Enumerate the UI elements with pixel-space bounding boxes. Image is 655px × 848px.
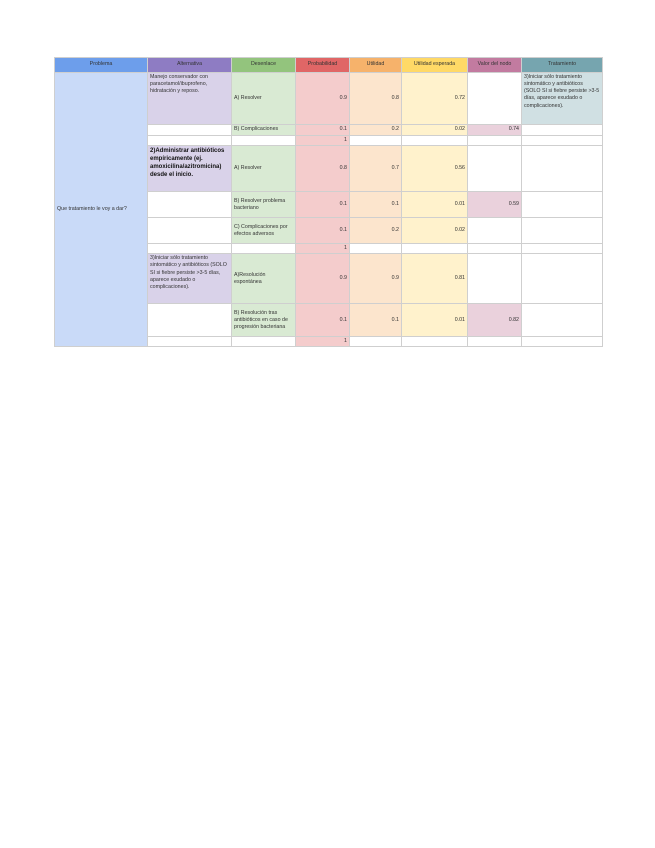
alt1-prob-sum[interactable]: 1	[296, 136, 350, 146]
empty-cell[interactable]	[522, 146, 603, 192]
empty-cell[interactable]	[232, 337, 296, 347]
empty-cell[interactable]	[350, 136, 402, 146]
header-utilidad[interactable]: Utilidad	[350, 58, 402, 73]
tratamiento-cell[interactable]: 3)Iniciar sólo tratamiento sintomático y antibióticos (SOLO SI si fiebre persiste >3-5 días, aparece exudado o complicaciones).	[522, 73, 603, 125]
empty-cell[interactable]	[148, 304, 232, 337]
alt3-d1-prob[interactable]: 0.9	[296, 254, 350, 304]
empty-cell[interactable]	[468, 244, 522, 254]
header-tratamiento[interactable]: Tratamiento	[522, 58, 603, 73]
empty-cell[interactable]	[148, 218, 232, 244]
alt2-d3-util[interactable]: 0.2	[350, 218, 402, 244]
alt1-d1-ue[interactable]: 0.72	[402, 73, 468, 125]
alt1-empty[interactable]	[148, 125, 232, 136]
empty-cell[interactable]	[468, 146, 522, 192]
alt2-d3-label[interactable]: C) Complicaciones por efectos adversos	[232, 218, 296, 244]
empty-cell[interactable]	[522, 125, 603, 136]
alt1-d1-util[interactable]: 0.8	[350, 73, 402, 125]
alt3-d1-label[interactable]: A)Resolución espontánea	[232, 254, 296, 304]
empty-cell[interactable]	[402, 337, 468, 347]
empty-cell[interactable]	[522, 192, 603, 218]
empty-cell[interactable]	[468, 337, 522, 347]
empty-cell[interactable]	[148, 337, 232, 347]
empty-cell[interactable]	[232, 136, 296, 146]
decision-table	[54, 57, 603, 347]
alt2-d2-label[interactable]: B) Resolver problema bacteriano	[232, 192, 296, 218]
empty-cell[interactable]	[468, 136, 522, 146]
header-valor-nodo[interactable]: Valor del nodo	[468, 58, 522, 73]
alt2-d3-ue[interactable]: 0.02	[402, 218, 468, 244]
alt2-d2-util[interactable]: 0.1	[350, 192, 402, 218]
empty-cell[interactable]	[522, 254, 603, 304]
empty-cell[interactable]	[232, 244, 296, 254]
empty-cell[interactable]	[522, 136, 603, 146]
empty-cell[interactable]	[468, 254, 522, 304]
alt3-prob-sum[interactable]: 1	[296, 337, 350, 347]
alt2-d2-ue[interactable]: 0.01	[402, 192, 468, 218]
alt2-prob-sum[interactable]: 1	[296, 244, 350, 254]
table-row	[55, 73, 603, 125]
alt2-d1-label[interactable]: A) Resolver	[232, 146, 296, 192]
alt3-d2-ue[interactable]: 0.01	[402, 304, 468, 337]
alt1-d2-prob[interactable]: 0.1	[296, 125, 350, 136]
problema-cell[interactable]: Que tratamiento le voy a dar?	[55, 73, 148, 347]
alt3-node-value[interactable]: 0.82	[468, 304, 522, 337]
alt3-d2-label[interactable]: B) Resolución tras antibióticos en caso de progresión bacteriana	[232, 304, 296, 337]
alt1-d2-util[interactable]: 0.2	[350, 125, 402, 136]
alt3-label[interactable]: 3)Iniciar sólo tratamiento sintomático y antibióticos (SOLO SI si fiebre persiste >3-5 días, aparece exudado o complicaciones).	[148, 254, 232, 304]
header-utilidad-esperada[interactable]: Utilidad esperada	[402, 58, 468, 73]
alt2-d3-prob[interactable]: 0.1	[296, 218, 350, 244]
alt1-d1-vn[interactable]	[468, 73, 522, 125]
alt2-d1-util[interactable]: 0.7	[350, 146, 402, 192]
alt1-node-value[interactable]: 0.74	[468, 125, 522, 136]
empty-cell[interactable]	[402, 136, 468, 146]
alt3-d2-util[interactable]: 0.1	[350, 304, 402, 337]
alt2-label[interactable]: 2)Administrar antibióticos empíricamente (ej. amoxicilina/azitromicina) desde el inicio.	[148, 146, 232, 192]
empty-cell[interactable]	[522, 244, 603, 254]
empty-cell[interactable]	[522, 304, 603, 337]
alt1-d2-ue[interactable]: 0.02	[402, 125, 468, 136]
header-desenlace[interactable]: Desenlace	[232, 58, 296, 73]
empty-cell[interactable]	[148, 244, 232, 254]
alt1-d2-label[interactable]: B) Complicaciones	[232, 125, 296, 136]
empty-cell[interactable]	[350, 337, 402, 347]
alt3-d2-prob[interactable]: 0.1	[296, 304, 350, 337]
alt2-node-value[interactable]: 0.59	[468, 192, 522, 218]
header-problema[interactable]: Problema	[55, 58, 148, 73]
empty-cell[interactable]	[468, 218, 522, 244]
empty-cell[interactable]	[522, 337, 603, 347]
alt1-label[interactable]: Manejo conservador con paracetamol/ibuprofeno, hidratación y reposo.	[148, 73, 232, 125]
alt2-d1-ue[interactable]: 0.56	[402, 146, 468, 192]
empty-cell[interactable]	[148, 192, 232, 218]
header-probabilidad[interactable]: Probabilidad	[296, 58, 350, 73]
header-row	[55, 58, 603, 73]
alt1-d1-prob[interactable]: 0.9	[296, 73, 350, 125]
empty-cell[interactable]	[402, 244, 468, 254]
header-alternativa[interactable]: Alternativa	[148, 58, 232, 73]
empty-cell[interactable]	[350, 244, 402, 254]
empty-cell[interactable]	[148, 136, 232, 146]
alt2-d1-prob[interactable]: 0.8	[296, 146, 350, 192]
alt3-d1-ue[interactable]: 0.81	[402, 254, 468, 304]
alt1-d1-label[interactable]: A) Resolver	[232, 73, 296, 125]
empty-cell[interactable]	[522, 218, 603, 244]
alt2-d2-prob[interactable]: 0.1	[296, 192, 350, 218]
alt3-d1-util[interactable]: 0.9	[350, 254, 402, 304]
